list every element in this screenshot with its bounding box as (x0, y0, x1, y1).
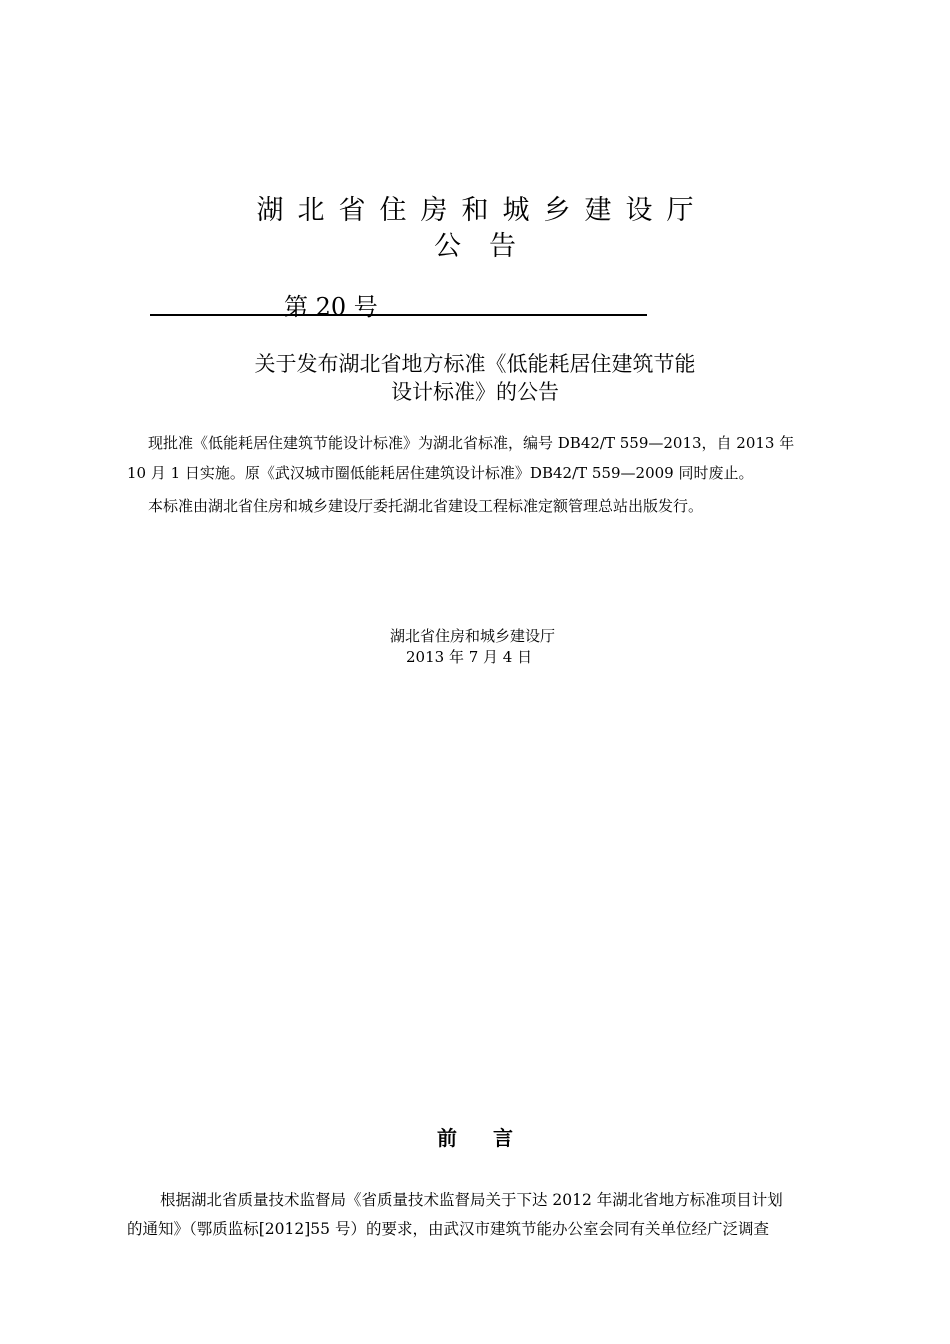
signature-organization: 湖北省住房和城乡建设厅 (390, 627, 556, 645)
number-underline (150, 314, 647, 316)
announcement-number: 第 20 号 (284, 293, 378, 321)
preface-title: 前言 (437, 1126, 549, 1150)
preface-line-1: 根据湖北省质量技术监督局《省质量技术监督局关于下达 2012 年湖北省地方标准项目计划 (160, 1191, 783, 1209)
paragraph-1-line-1: 现批准《低能耗居住建筑节能设计标准》为湖北省标准，编号 DB42/T 559—2013，自 2013 年 (148, 434, 795, 452)
department-title: 湖北省住房和城乡建设厅 (256, 195, 708, 226)
subject-line-1: 关于发布湖北省地方标准《低能耗居住建筑节能 (254, 352, 696, 376)
notice-heading: 公告 (434, 231, 544, 262)
paragraph-1-line-2: 10 月 1 日实施。原《武汉城市圈低能耗居住建筑设计标准》DB42/T 559—2009 同时废止。 (127, 464, 754, 482)
paragraph-2: 本标准由湖北省住房和城乡建设厅委托湖北省建设工程标准定额管理总站出版发行。 (148, 497, 704, 515)
announcement-subject (0, 350, 950, 406)
subject-line-2: 设计标准》的公告 (391, 380, 559, 404)
preface-line-2: 的通知》（鄂质监标[2012]55 号）的要求，由武汉市建筑节能办公室会同有关单位经广泛调查 (127, 1220, 769, 1238)
signature-date: 2013 年 7 月 4 日 (406, 648, 533, 666)
